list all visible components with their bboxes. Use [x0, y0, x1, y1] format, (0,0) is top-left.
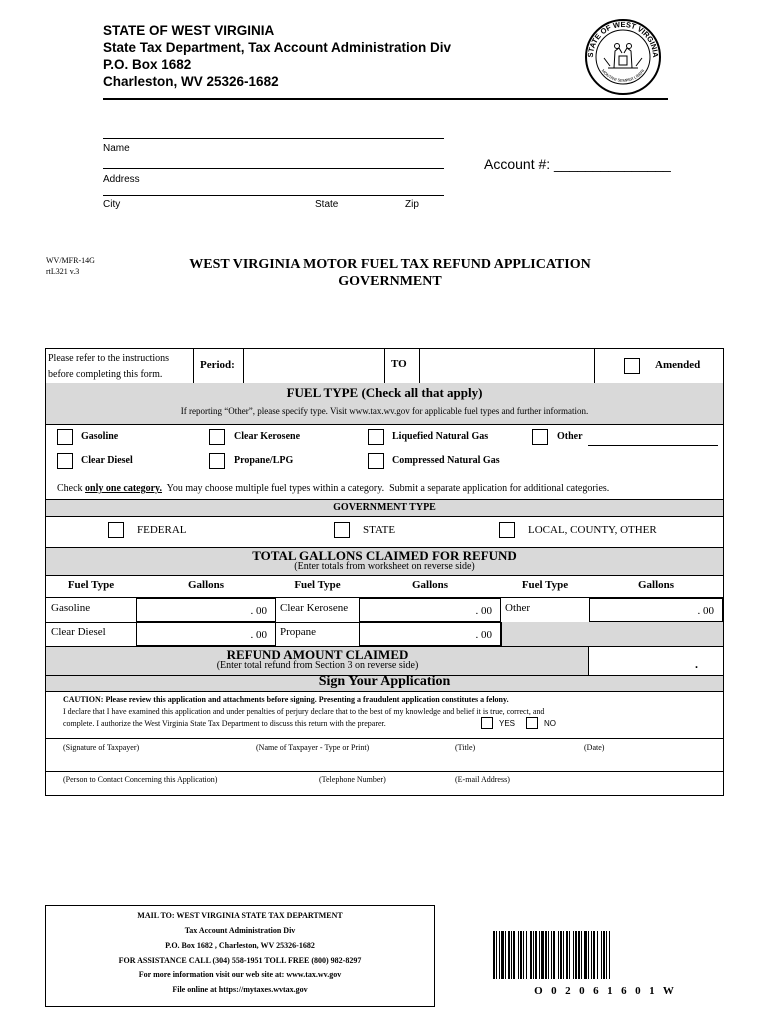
address-line[interactable] — [103, 168, 444, 169]
government-type-heading: GOVERNMENT TYPE — [333, 502, 436, 513]
preparer-yes-label: YES — [499, 719, 516, 728]
barcode-bar — [511, 931, 512, 979]
form-version: rtL321 v.3 — [46, 267, 80, 276]
barcode-bar — [558, 931, 559, 979]
contact-label: (Person to Contact Concerning this Application) — [63, 775, 218, 784]
barcode-bar — [591, 931, 592, 979]
clear-diesel-checkbox[interactable] — [57, 453, 73, 469]
form-code: WV/MFR-14G — [46, 256, 95, 265]
barcode-bar — [535, 931, 537, 979]
row-other-label: Other — [505, 602, 531, 614]
refund-amount-input[interactable]: . — [589, 647, 723, 675]
barcode-bar — [609, 931, 610, 979]
contact-row[interactable] — [46, 772, 723, 795]
barcode-bar — [526, 931, 527, 979]
sign-header — [46, 675, 723, 692]
barcode-bar — [496, 931, 497, 979]
mail-line5: For more information visit our web site at: www.tax.wv.gov — [138, 970, 342, 979]
barcode-bar — [603, 931, 605, 979]
fuel-type-header — [46, 383, 723, 425]
account-number-field[interactable]: Account #: _______________ — [484, 156, 671, 172]
row-clear-kerosene-label: Clear Kerosene — [280, 602, 349, 614]
other-option: Other — [557, 431, 583, 442]
total-gallons-header — [46, 547, 723, 576]
seal-top-text: STATE OF WEST VIRGINIA — [585, 19, 661, 58]
other-gallons-input[interactable]: . 00 — [589, 598, 723, 622]
caution-text: CAUTION: Please review this application and attachments before signing. Presenting a fraudulent application constitutes a felony. — [63, 695, 509, 704]
to-label: TO — [391, 358, 407, 370]
taxpayer-name-label: (Name of Taxpayer - Type or Print) — [256, 743, 370, 752]
fuel-type-heading: FUEL TYPE (Check all that apply) — [286, 385, 483, 400]
total-gallons-heading: TOTAL GALLONS CLAIMED FOR REFUND — [252, 548, 517, 563]
clear-kerosene-checkbox[interactable] — [209, 429, 225, 445]
sign-heading: Sign Your Application — [318, 674, 451, 689]
row-gasoline-label: Gasoline — [51, 602, 91, 614]
barcode-text: O 0 2 0 6 1 6 0 1 W — [534, 985, 675, 997]
name-line[interactable] — [103, 138, 444, 139]
barcode-bar — [533, 931, 534, 979]
instructions-line1: Please refer to the instructions — [48, 353, 170, 364]
row-propane-label: Propane — [280, 626, 317, 638]
barcode-bar — [563, 931, 564, 979]
col-gallons-2: Gallons — [411, 579, 449, 591]
period-row — [46, 349, 723, 384]
gallons-column-headers — [46, 575, 723, 598]
instructions-line2: before completing this form. — [48, 369, 163, 380]
preparer-no-checkbox[interactable] — [526, 717, 538, 729]
barcode-bar — [541, 931, 544, 979]
other-specify-line[interactable] — [588, 445, 718, 446]
svg-text:MONTANI SEMPER LIBERI — [601, 68, 645, 83]
barcode-bar — [499, 931, 500, 979]
agency-name: STATE OF WEST VIRGINIA — [103, 23, 275, 38]
city-label: City — [103, 199, 121, 210]
barcode-image — [493, 931, 716, 979]
col-fuel-type-3: Fuel Type — [521, 579, 569, 591]
propane-checkbox[interactable] — [209, 453, 225, 469]
zip-label: Zip — [405, 199, 419, 210]
federal-option: FEDERAL — [137, 524, 187, 536]
state-option: STATE — [363, 524, 396, 536]
barcode-bar — [551, 931, 552, 979]
mail-line2: Tax Account Administration Div — [184, 926, 296, 935]
agency-city: Charleston, WV 25326-1682 — [103, 74, 279, 89]
email-label: (E-mail Address) — [455, 775, 510, 784]
barcode-bar — [493, 931, 495, 979]
city-state-zip-line[interactable] — [103, 195, 444, 196]
mail-line1: MAIL TO: WEST VIRGINIA STATE TAX DEPARTMENT — [137, 911, 343, 920]
mail-to-box — [45, 905, 435, 1007]
federal-checkbox[interactable] — [108, 522, 124, 538]
form-title: WEST VIRGINIA MOTOR FUEL TAX REFUND APPLICATION — [189, 257, 591, 272]
refund-heading: REFUND AMOUNT CLAIMED — [226, 647, 409, 662]
barcode-bar — [597, 931, 598, 979]
barcode-bar — [593, 931, 595, 979]
category-emphasis: only one category. — [85, 483, 162, 494]
period-end-input[interactable] — [419, 349, 595, 383]
barcode-bar — [545, 931, 547, 979]
category-note — [57, 483, 609, 494]
barcode-bar — [548, 931, 549, 979]
state-label: State — [315, 199, 339, 210]
refund-header — [46, 647, 589, 675]
barcode-bar — [578, 931, 580, 979]
propane-gallons-input[interactable]: . 00 — [359, 622, 501, 646]
barcode-bar — [575, 931, 577, 979]
cng-checkbox[interactable] — [368, 453, 384, 469]
barcode-bar — [606, 931, 607, 979]
barcode-bar — [601, 931, 602, 979]
mail-line4: FOR ASSISTANCE CALL (304) 558-1951 TOLL FREE (800) 982-8297 — [118, 956, 362, 965]
state-checkbox[interactable] — [334, 522, 350, 538]
phone-label: (Telephone Number) — [319, 775, 386, 784]
barcode-bar — [560, 931, 562, 979]
propane-option: Propane/LPG — [234, 455, 294, 466]
row-clear-diesel-label: Clear Diesel — [51, 626, 106, 638]
clear-kerosene-gallons-input[interactable]: . 00 — [359, 598, 501, 622]
col-fuel-type-1: Fuel Type — [67, 579, 115, 591]
date-label: (Date) — [584, 743, 605, 752]
mail-line6[interactable]: File online at https://mytaxes.wvtax.gov — [172, 985, 308, 994]
total-gallons-subheading: (Enter totals from worksheet on reverse side) — [294, 561, 475, 572]
preparer-yes-checkbox[interactable] — [481, 717, 493, 729]
col-fuel-type-2: Fuel Type — [294, 579, 341, 591]
amended-checkbox[interactable] — [624, 358, 640, 374]
barcode-bar — [501, 931, 504, 979]
barcode-bar — [530, 931, 532, 979]
clear-diesel-option: Clear Diesel — [81, 455, 133, 466]
title-label: (Title) — [455, 743, 476, 752]
gasoline-option: Gasoline — [81, 431, 119, 442]
header-rule — [103, 98, 668, 100]
period-start-input[interactable] — [243, 349, 385, 383]
barcode-bar — [553, 931, 555, 979]
barcode-bar — [584, 931, 587, 979]
application-form — [45, 348, 724, 796]
barcode-bar — [581, 931, 582, 979]
clear-kerosene-option: Clear Kerosene — [234, 431, 301, 442]
lng-option: Liquefied Natural Gas — [392, 431, 489, 442]
agency-po-box: P.O. Box 1682 — [103, 57, 192, 72]
col-gallons-1: Gallons — [187, 579, 225, 591]
declaration-line2: complete. I authorize the West Virginia State Tax Department to discuss this return with the preparer. — [63, 719, 386, 728]
amended-label: Amended — [655, 359, 701, 371]
refund-subheading: (Enter total refund from Section 3 on reverse side) — [216, 660, 419, 671]
gasoline-checkbox[interactable] — [57, 429, 73, 445]
barcode-bar — [523, 931, 524, 979]
barcode-bar — [573, 931, 574, 979]
local-county-option: LOCAL, COUNTY, OTHER — [528, 524, 657, 536]
clear-diesel-gallons-input[interactable]: . 00 — [136, 622, 276, 646]
state-seal-icon — [584, 18, 662, 96]
category-prefix: Check — [57, 483, 86, 494]
barcode-bar — [569, 931, 570, 979]
signature-label: (Signature of Taxpayer) — [63, 743, 140, 752]
form-subtitle: GOVERNMENT — [338, 274, 442, 289]
government-type-header — [46, 499, 723, 517]
barcode-bar — [513, 931, 515, 979]
period-label: Period: — [200, 359, 235, 371]
gallons-blank-cell — [501, 622, 723, 646]
local-county-checkbox[interactable] — [499, 522, 515, 538]
name-label: Name — [103, 143, 130, 154]
signature-row[interactable] — [46, 739, 723, 771]
barcode-bar — [508, 931, 510, 979]
barcode-bar — [588, 931, 589, 979]
svg-text:STATE OF WEST VIRGINIA — [586, 20, 660, 59]
declaration-line1: I declare that I have examined this application and under penalties of perjury declare that to the best of my knowledge and belief it is true, correct, and — [63, 707, 545, 716]
fuel-type-note: If reporting “Other”, please specify type. Visit www.tax.wv.gov for applicable fuel types and further information. — [180, 406, 589, 416]
barcode-bar — [539, 931, 540, 979]
barcode-bar — [518, 931, 519, 979]
mail-line3: P.O. Box 1682 , Charleston, WV 25326-1682 — [165, 941, 315, 950]
cng-option: Compressed Natural Gas — [392, 455, 500, 466]
agency-division: State Tax Department, Tax Account Administration Div — [103, 40, 452, 55]
seal-bottom-text: MONTANI SEMPER LIBERI — [600, 68, 646, 83]
barcode-bar — [520, 931, 522, 979]
barcode-bar — [566, 931, 568, 979]
barcode-bar — [505, 931, 506, 979]
lng-checkbox[interactable] — [368, 429, 384, 445]
gasoline-gallons-input[interactable]: . 00 — [136, 598, 276, 622]
address-label: Address — [103, 174, 140, 185]
preparer-no-label: NO — [544, 719, 556, 728]
col-gallons-3: Gallons — [637, 579, 675, 591]
other-checkbox[interactable] — [532, 429, 548, 445]
category-rest: You may choose multiple fuel types within a category. Submit a separate application for additional categories. — [161, 483, 610, 494]
